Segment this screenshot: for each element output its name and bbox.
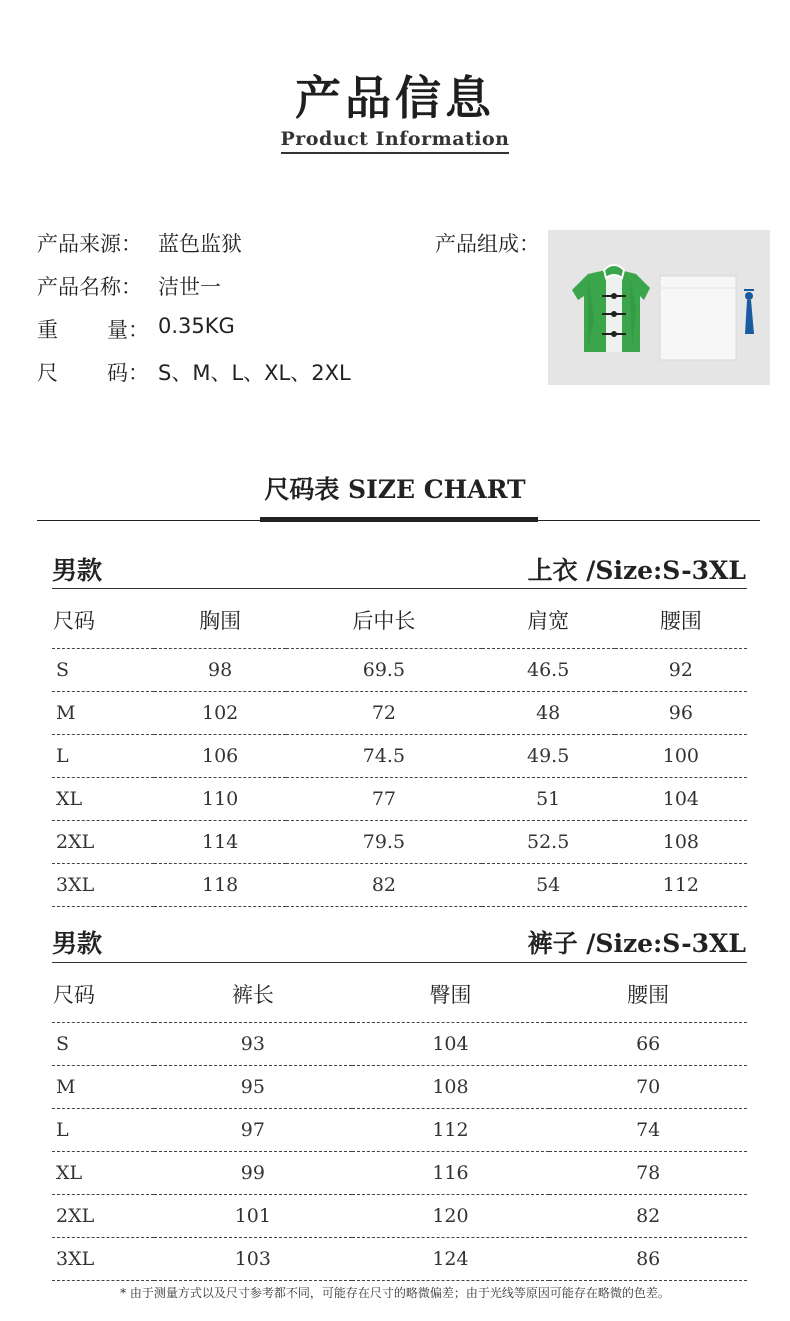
table-cell: 108: [615, 821, 747, 864]
table-cell: 97: [154, 1109, 352, 1152]
table-cell: L: [52, 735, 154, 778]
table-cell: 3XL: [52, 1238, 154, 1281]
weight-label-char: 重: [37, 318, 58, 342]
table-cell: 78: [549, 1152, 747, 1195]
table-cell: 96: [615, 692, 747, 735]
table-row: [52, 1023, 747, 1066]
trousers-size-table: [52, 966, 747, 1281]
table-row: [52, 864, 747, 907]
table-cell: XL: [52, 1152, 154, 1195]
table-cell: 46.5: [482, 649, 615, 692]
table-cell: 93: [154, 1023, 352, 1066]
table-cell: M: [52, 692, 154, 735]
product-photo: [548, 230, 770, 385]
column-header: 尺码: [52, 592, 154, 649]
table-row: [52, 1238, 747, 1281]
page-subtitle: [0, 128, 790, 150]
table-row: [52, 649, 747, 692]
table-cell: 74.5: [286, 735, 481, 778]
table-cell: 106: [154, 735, 286, 778]
table-cell: 82: [286, 864, 481, 907]
trousers-section-left-title: 男款: [52, 929, 103, 958]
table-cell: 108: [352, 1066, 550, 1109]
table-cell: 99: [154, 1152, 352, 1195]
table-row: [52, 1109, 747, 1152]
column-header: 腰围: [615, 592, 747, 649]
table-cell: 120: [352, 1195, 550, 1238]
table-row: [52, 821, 747, 864]
table-row: [52, 735, 747, 778]
table-cell: 51: [482, 778, 615, 821]
shirt-section-left-title: 男款: [52, 556, 103, 585]
table-cell: 100: [615, 735, 747, 778]
table-cell: M: [52, 1066, 154, 1109]
table-cell: 92: [615, 649, 747, 692]
table-cell: 112: [352, 1109, 550, 1152]
table-cell: 118: [154, 864, 286, 907]
size-label-char: 尺: [37, 361, 58, 385]
table-cell: 69.5: [286, 649, 481, 692]
table-cell: S: [52, 649, 154, 692]
table-cell: 70: [549, 1066, 747, 1109]
footnote: * 由于测量方式以及尺寸参考都不同，可能存在尺寸的略微偏差；由于光线等原因可能存在略微的色差。: [120, 1286, 670, 1300]
table-cell: 52.5: [482, 821, 615, 864]
table-cell: 82: [549, 1195, 747, 1238]
column-header: 臀围: [352, 966, 550, 1023]
trousers-section-divider: [52, 962, 747, 963]
column-header: 胸围: [154, 592, 286, 649]
source-value: 蓝色监狱: [158, 232, 242, 256]
table-cell: 74: [549, 1109, 747, 1152]
table-row: [52, 1066, 747, 1109]
table-cell: 98: [154, 649, 286, 692]
table-cell: 104: [352, 1023, 550, 1066]
table-cell: 86: [549, 1238, 747, 1281]
table-cell: 95: [154, 1066, 352, 1109]
trousers-image: [660, 276, 736, 360]
table-cell: 49.5: [482, 735, 615, 778]
table-cell: 66: [549, 1023, 747, 1066]
table-row: [52, 1195, 747, 1238]
size-value: S、M、L、XL、2XL: [158, 361, 351, 385]
weight-label: 量：: [107, 318, 149, 342]
table-cell: 3XL: [52, 864, 154, 907]
table-row: [52, 778, 747, 821]
column-header: 腰围: [549, 966, 747, 1023]
page-subtitle-text: Product Information: [281, 128, 510, 154]
table-cell: 101: [154, 1195, 352, 1238]
table-cell: 114: [154, 821, 286, 864]
table-cell: 102: [154, 692, 286, 735]
table-cell: XL: [52, 778, 154, 821]
table-cell: 2XL: [52, 1195, 154, 1238]
name-label: 产品名称：: [37, 275, 142, 299]
table-cell: 124: [352, 1238, 550, 1281]
column-header: 尺码: [52, 966, 154, 1023]
table-cell: L: [52, 1109, 154, 1152]
name-value: 洁世一: [158, 275, 221, 299]
table-header-row: [52, 966, 747, 1023]
shirt-section-right-title: 上衣 /Size:S-3XL: [527, 556, 746, 585]
shirt-size-table: [52, 592, 747, 907]
source-label: 产品来源：: [37, 232, 142, 256]
table-row: [52, 1152, 747, 1195]
table-cell: 77: [286, 778, 481, 821]
table-cell: 2XL: [52, 821, 154, 864]
table-cell: 110: [154, 778, 286, 821]
page-title: 产品信息: [295, 71, 495, 125]
table-cell: 112: [615, 864, 747, 907]
table-header-row: [52, 592, 747, 649]
shirt-section-divider: [52, 588, 747, 589]
table-row: [52, 692, 747, 735]
table-cell: 79.5: [286, 821, 481, 864]
table-cell: S: [52, 1023, 154, 1066]
table-cell: 54: [482, 864, 615, 907]
column-header: 裤长: [154, 966, 352, 1023]
table-cell: 103: [154, 1238, 352, 1281]
weight-value: 0.35KG: [158, 314, 235, 338]
table-cell: 48: [482, 692, 615, 735]
table-cell: 72: [286, 692, 481, 735]
column-header: 后中长: [286, 592, 481, 649]
column-header: 肩宽: [482, 592, 615, 649]
heading-divider-accent: [260, 517, 538, 522]
trousers-section-right-title: 裤子 /Size:S-3XL: [527, 929, 746, 958]
size-label: 码：: [107, 361, 149, 385]
table-cell: 116: [352, 1152, 550, 1195]
table-cell: 104: [615, 778, 747, 821]
size-chart-heading: 尺码表 SIZE CHART: [264, 475, 526, 504]
composition-label: 产品组成：: [435, 232, 540, 256]
